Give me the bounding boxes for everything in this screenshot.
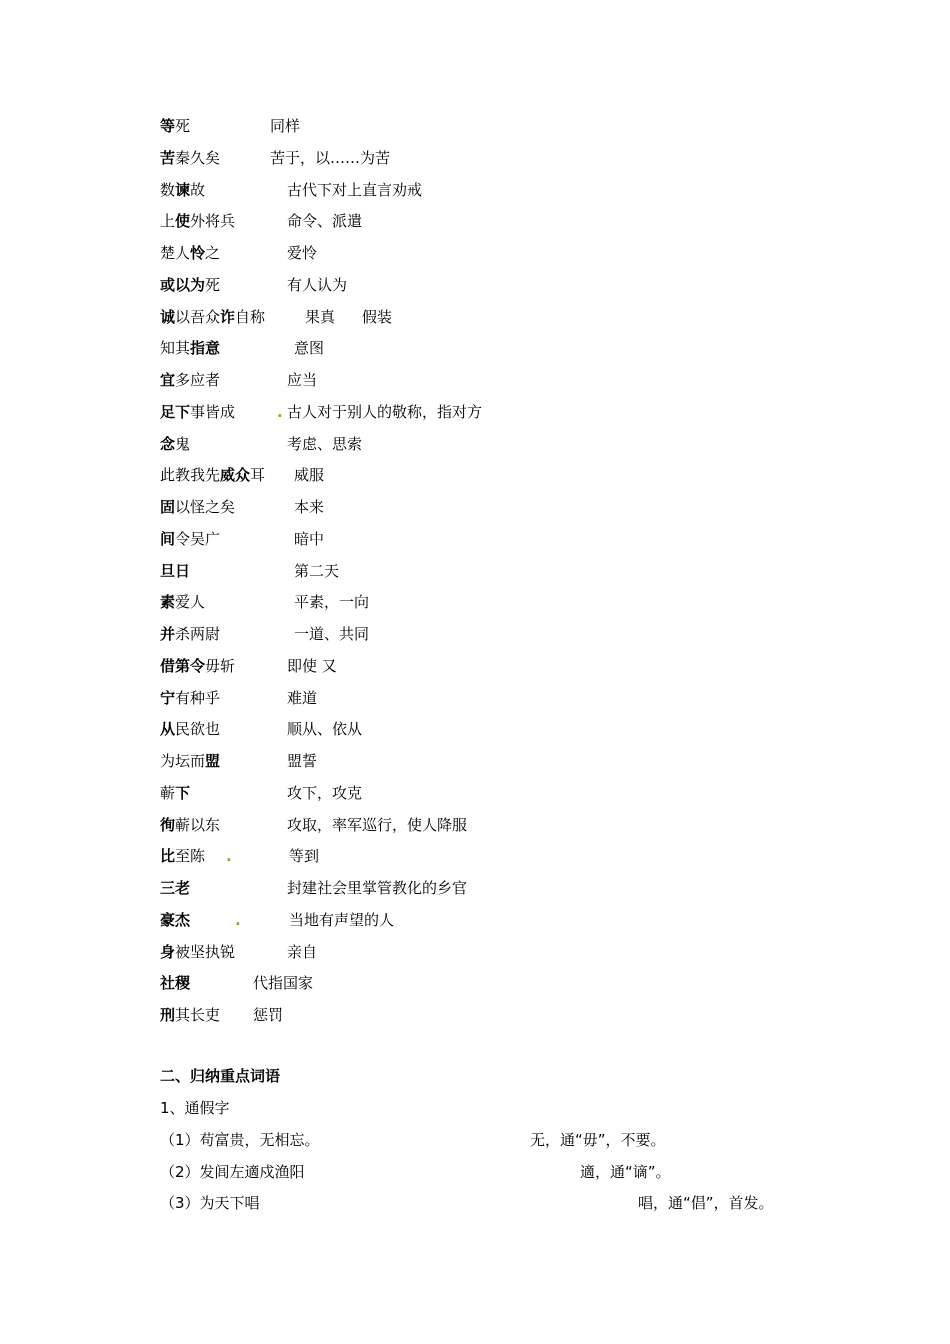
vocab-meaning: 第二天 [294,561,340,580]
context-text: 死 [205,275,221,294]
key-word: 借第令 [160,656,206,675]
key-word: 比 [160,847,176,866]
key-word: 宜 [160,371,176,389]
vocab-meaning: 古人对于别人的敬称，指对方 [287,402,483,421]
vocab-term [160,211,235,231]
vocab-meaning: 应当 [287,371,318,389]
emphasis-dot: . [226,847,232,866]
context-text: 被坚执锐 [175,942,236,961]
vocab-term [160,1005,220,1025]
vocab-meaning: 爱怜 [287,244,318,262]
vocab-meaning: 有人认为 [287,275,348,294]
context-text: 楚人 [160,244,191,262]
context-text: 自称 [235,307,266,326]
context-text: 秦久矣 [175,148,221,167]
vocab-term [160,973,190,993]
vocab-term [160,180,205,200]
key-word: 威众 [220,466,251,485]
context-text: 事皆成 [190,402,236,421]
vocab-meaning: 威服 [294,466,325,485]
key-word: 社稷 [160,974,191,993]
vocab-term [160,561,190,581]
context-text: 知其 [160,339,191,358]
vocab-term [160,846,205,866]
context-text: 爱人 [175,593,206,612]
key-word: 念 [160,434,176,453]
vocab-meaning: 等到 [289,847,320,866]
vocab-meaning: 暗中 [294,529,325,548]
key-word: 或以为 [160,275,206,294]
vocab-term [160,783,190,803]
key-word: 固 [160,498,176,516]
vocab-meaning: 意图 [294,339,325,358]
vocab-term [160,656,235,676]
vocab-meaning: 难道 [287,688,318,707]
vocab-term [160,465,265,485]
context-text: 故 [190,180,206,199]
vocab-meaning: 本来 [294,498,325,516]
vocab-term [160,942,235,962]
subsection-title: 1、通假字 [160,1099,230,1117]
context-text: 令吴广 [175,529,221,548]
vocab-term [160,910,190,930]
vocab-term [160,370,220,390]
vocab-meaning: 苦于，以……为苦 [270,148,391,167]
vocab-term [160,243,220,263]
key-word: 间 [160,529,176,548]
context-text: 民欲也 [175,720,221,739]
context-text: 毋斩 [205,656,236,675]
example-sentence: （2）发闾左適戍渔阳 [160,1162,305,1181]
emphasis-dot: . [235,910,241,929]
vocab-meaning: 代指国家 [253,974,314,993]
context-text: 多应者 [175,371,221,389]
example-note: 適，通“谪”。 [580,1162,671,1181]
key-word: 刑 [160,1006,176,1024]
context-text: 数 [160,180,176,199]
key-word: 素 [160,593,176,612]
key-word: 足下 [160,402,191,421]
vocab-meaning: 假装 [362,307,393,326]
key-word: 身 [160,942,176,961]
vocab-meaning: 即使 又 [287,656,337,675]
example-sentence: （3）为天下唱 [160,1194,260,1212]
vocab-term [160,338,220,358]
vocab-term [160,878,190,898]
context-text: 蕲 [160,783,176,802]
vocab-term [160,688,220,708]
example-note: 唱，通“倡”，首发。 [638,1194,774,1212]
vocab-meaning: 盟誓 [287,752,318,770]
example-note: 无，通“毋”，不要。 [530,1131,666,1149]
context-text: 蕲以东 [175,815,221,834]
key-word: 三老 [160,879,191,897]
key-word: 徇 [160,815,176,834]
vocab-meaning: 考虑、思索 [287,434,363,453]
key-word: 从 [160,720,176,739]
vocab-meaning: 平素，一向 [294,593,370,612]
key-word: 盟 [205,752,221,770]
vocab-meaning: 顺从、依从 [287,720,363,739]
vocab-meaning: 攻取，率军巡行，使人降服 [287,815,468,834]
key-word: 指意 [190,339,221,358]
vocab-meaning: 当地有声望的人 [289,910,395,929]
context-text: 鬼 [175,434,191,453]
context-text: 有种乎 [175,688,221,707]
key-word: 并 [160,625,176,643]
vocab-term [160,815,220,835]
key-word: 诈 [220,307,236,326]
vocab-term [160,751,220,771]
vocab-meaning: 惩罚 [253,1006,284,1024]
context-text: 其长吏 [175,1006,221,1024]
vocab-term [160,148,220,168]
key-word: 苦 [160,148,176,167]
context-text: 杀两尉 [175,625,221,643]
key-word: 下 [175,783,191,802]
vocab-meaning: 命令、派遣 [287,212,363,231]
key-word: 使 [175,212,191,231]
emphasis-dot: . [277,402,283,421]
vocab-term [160,592,205,612]
context-text: 此教我先 [160,466,221,485]
context-text: 以怪之矣 [175,498,236,516]
context-text: 至陈 [175,847,206,866]
vocab-meaning: 封建社会里掌管教化的乡官 [287,879,468,897]
vocab-meaning: 古代下对上直言劝戒 [287,180,423,199]
context-text: 以吾众 [175,307,221,326]
vocab-term [160,116,190,136]
section-heading: 二、归纳重点词语 [160,1067,281,1085]
key-word: 宁 [160,688,176,707]
vocab-meaning: 一道、共同 [294,625,370,643]
vocab-term [160,275,220,295]
context-text: 之 [205,244,221,262]
vocab-term [160,307,265,327]
context-text: 死 [175,117,191,135]
context-text: 耳 [250,466,266,485]
vocab-term [160,529,220,549]
vocab-meaning: 亲自 [287,942,318,961]
key-word: 诚 [160,307,176,326]
key-word: 旦日 [160,561,191,580]
key-word: 等 [160,117,176,135]
vocab-term [160,497,235,517]
context-text: 为坛而 [160,752,206,770]
key-word: 豪杰 [160,910,191,929]
vocab-term [160,434,190,454]
example-sentence: （1）苟富贵，无相忘。 [160,1131,320,1149]
vocab-meaning: 攻下，攻克 [287,783,363,802]
vocab-term [160,402,235,422]
vocab-meaning: 果真 [305,307,336,326]
vocab-term [160,719,220,739]
context-text: 外将兵 [190,212,236,231]
vocab-term [160,624,220,644]
key-word: 谏 [175,180,191,199]
vocab-meaning: 同样 [270,117,301,135]
context-text: 上 [160,212,176,231]
key-word: 怜 [190,244,206,262]
